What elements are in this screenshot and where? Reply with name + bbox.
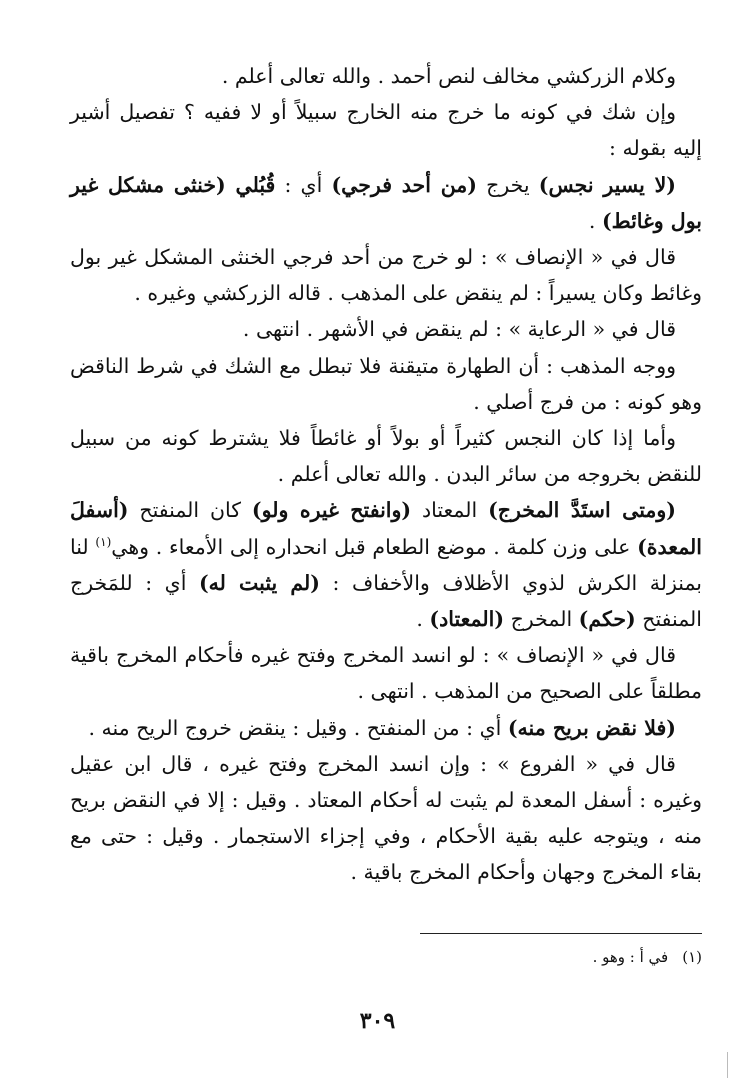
matn-text: (لا يسير نجس) [538,172,676,197]
matn-text: (أسفلَ المعدة) [70,498,702,559]
text-run: كان المنفتح [128,498,252,523]
scan-edge-mark [727,1052,728,1078]
text-run: وإن شك في كونه ما خرج منه الخارج سبيلاً أو لا ففيه ؟ تفصيل أشير إليه بقوله : [70,100,702,161]
paragraph-5 [70,311,702,347]
matn-text: (ومتى استَدَّ المخرج) [488,498,676,523]
paragraph-8 [70,492,702,637]
footnote-divider [420,933,702,934]
text-run: أي : من المنفتح . وقيل : ينقض خروج الريح منه . [88,715,508,740]
page-body [70,58,702,891]
matn-text: (وانفتح غيره ولو) [251,498,412,523]
text-run: أي : للمَخرج المنفتح [70,570,702,632]
text-run: . [588,208,602,233]
footnote-marker: (١) [95,534,112,549]
paragraph-4 [70,239,702,311]
paragraph-6 [70,348,702,420]
paragraph-9 [70,637,702,709]
text-run: على وزن كلمة . موضع الطعام قبل انحداره إلى الأمعاء . وهي [111,534,638,559]
paragraph-3 [70,167,702,239]
paragraph-2 [70,94,702,166]
text-run: لنا بمنزلة الكرش لذوي الأظلاف والأخفاف : [70,534,703,595]
text-run: المعتاد [411,498,489,523]
text-run: . [416,607,430,632]
matn-text: (من أحد فرجي) [331,172,477,197]
page-number: ٣٠٩ [359,1008,396,1034]
text-run: قال في « الفروع » : وإن انسد المخرج وفتح غيره ، قال ابن عقيل وغيره : أسفل المعدة لم يثبت له أحكام المعتاد . وقيل : إلا في النقض بريح منه ، ويتوجه عليه بقية الأحكام ، وفي إجزاء الاستجمار . وقيل : حتى مع بقاء المخرج وجهان وأحكام المخرج باقية . [70,751,702,885]
footnote [420,946,702,968]
text-run: قال في « الرعاية » : لم ينقض في الأشهر . انتهى . [242,317,676,342]
text-run: قال في « الإنصاف » : لو انسد المخرج وفتح غيره فأحكام المخرج باقية مطلقاً على الصحيح من المذهب . انتهى . [70,643,702,704]
text-run: يخرج [476,172,539,197]
text-run: وكلام الزركشي مخالف لنص أحمد . والله تعالى أعلم . [221,64,676,88]
text-run: وأما إذا كان النجس كثيراً أو بولاً أو غائطاً فلا يشترط كونه من سبيل للنقض بخروجه من سائر البدن . والله تعالى أعلم . [70,426,702,487]
footnote-text: في أ : وهو . [592,948,669,966]
text-run: أي : [275,172,332,197]
footnote-number: (١) [682,948,702,966]
paragraph-10 [70,710,702,746]
matn-text: (حكم) [578,607,636,632]
paragraph-11 [70,746,702,891]
matn-text: (لم يثبت له) [198,570,320,595]
text-run: قال في « الإنصاف » : لو خرج من أحد فرجي الخنثى المشكل غير بول وغائط وكان يسيراً : لم ينقض على المذهب . قاله الزركشي وغيره . [70,245,702,306]
paragraph-1 [70,58,702,94]
matn-text: (فلا نقض بريح منه) [507,715,676,740]
text-run: ووجه المذهب : أن الطهارة متيقنة فلا تبطل مع الشك في شرط الناقض وهو كونه : من فرج أصلي . [70,353,702,414]
matn-text: (المعتاد) [429,607,505,632]
matn-text: قُبُلي (خنثى مشكل غير بول وغائط) [70,172,702,233]
paragraph-7 [70,420,702,492]
text-run: المخرج [504,607,579,632]
